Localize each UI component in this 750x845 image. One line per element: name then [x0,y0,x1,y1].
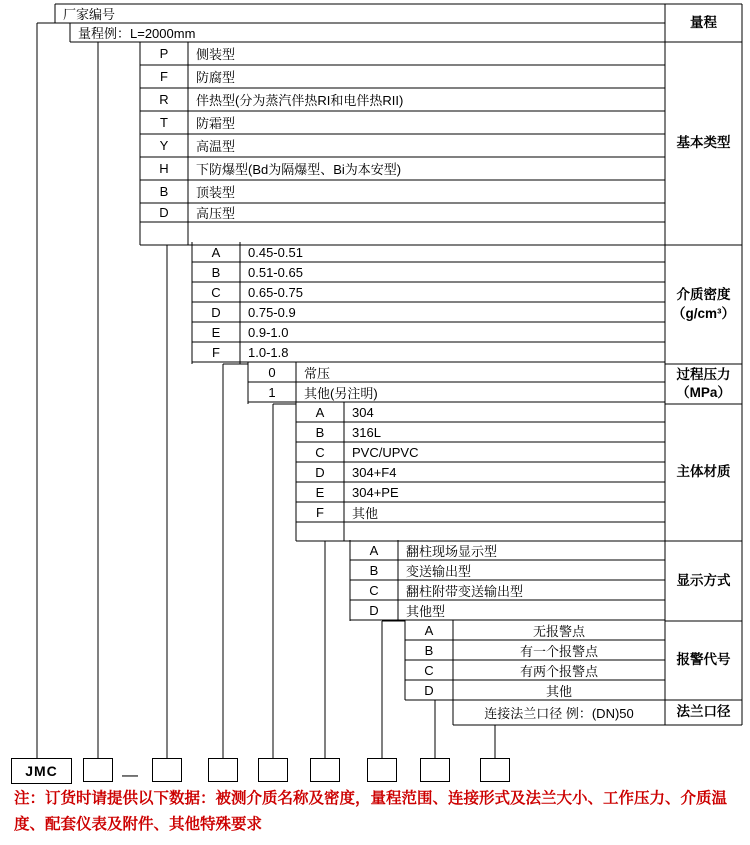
row-range-example: 量程例：L=2000mm [78,26,196,41]
material-desc: PVC/UPVC [352,444,419,460]
display-desc: 翻柱现场显示型 [406,543,498,559]
group-label-medium-density [665,245,742,364]
density-desc: 1.0-1.8 [248,344,289,360]
material-code: E [315,484,325,500]
material-code: A [315,404,325,420]
display-desc: 变送输出型 [406,563,472,579]
alarm-desc: 有两个报警点 [519,663,598,679]
material-desc: 304+F4 [352,464,397,480]
basic-type-code: H [159,161,169,176]
material-code-blank [296,522,344,541]
group-label-medium-density-line1: 介质密度 [676,287,731,303]
alarm-code: B [424,642,434,658]
pressure-desc: 常压 [304,365,331,381]
model-code-slot-flange[interactable] [480,758,510,782]
material-code: B [315,424,325,440]
basic-type-code: D [159,205,169,220]
density-desc: 0.65-0.75 [248,284,303,300]
model-code-slot-display[interactable] [367,758,397,782]
group-label-range: 量程 [690,14,717,30]
material-code: D [315,464,325,480]
order-note: 注：订货时请提供以下数据：被测介质名称及密度，量程范围、连接形式及法兰大小、工作压力、介质温度、配套仪表及附件、其他特殊要求 [14,790,728,833]
group-label-medium-density-line2: （g/cm³） [671,305,735,321]
pressure-desc: 其他(另注明) [304,385,378,401]
basic-type-desc: 防腐型 [196,70,236,85]
basic-type-desc: 防霜型 [196,116,236,131]
material-code: C [315,444,325,460]
basic-type-code-blank [140,222,188,245]
display-code: B [369,562,379,578]
alarm-code: A [424,622,434,638]
display-desc: 其他型 [406,603,446,619]
density-code: B [211,264,221,280]
group-label-process-pressure [665,364,742,404]
alarm-desc: 有一个报警点 [519,643,598,659]
basic-type-code: R [159,92,169,107]
group-label-process-pressure-line2: （MPa） [676,385,731,400]
group-label-process-pressure-line1: 过程压力 [676,366,731,382]
alarm-code: C [424,662,434,678]
model-code-slot-pressure[interactable] [258,758,288,782]
material-desc: 304+PE [352,484,399,500]
alarm-desc: 无报警点 [532,623,585,639]
pressure-code: 0 [268,364,276,380]
group-label-display-mode: 显示方式 [676,572,731,588]
basic-type-desc: 下防爆型(Bd为隔爆型、Bi为本安型) [196,162,402,177]
basic-type-desc: 高温型 [196,139,236,154]
group-label-body-material: 主体材质 [676,464,731,480]
display-code: D [369,602,379,618]
row-manufacturer-number: 厂家编号 [63,7,116,22]
model-code-dash: — [122,767,138,784]
density-code: A [211,244,221,260]
basic-type-code: T [160,115,168,130]
model-code-slot-alarm[interactable] [420,758,450,782]
material-desc: 其他 [352,505,379,521]
basic-type-desc: 侧装型 [196,47,236,62]
model-code-slot-range[interactable] [83,758,113,782]
model-code-prefix: JMC [11,758,72,784]
density-desc: 0.51-0.65 [248,264,303,280]
material-desc: 304 [352,404,374,420]
model-code-slot-density[interactable] [208,758,238,782]
pressure-code: 1 [268,384,276,400]
alarm-code: D [424,682,434,698]
density-code: D [211,304,221,320]
group-label-flange-diameter: 法兰口径 [676,704,731,720]
basic-type-desc: 高压型 [196,206,236,221]
basic-type-desc: 伴热型(分为蒸汽伴热RI和电伴热RII) [196,93,404,108]
display-code: A [369,542,379,558]
display-code: C [369,582,379,598]
material-code: F [316,504,324,520]
density-code: E [211,324,221,340]
density-desc: 0.45-0.51 [248,244,303,260]
basic-type-code: F [160,69,168,84]
material-desc-blank [344,522,665,541]
material-desc: 316L [352,424,381,440]
group-label-alarm-code: 报警代号 [676,652,731,668]
alarm-desc: 其他 [545,683,572,699]
density-code: F [212,344,220,360]
basic-type-desc: 顶装型 [196,185,236,200]
basic-type-code: Y [159,138,169,153]
basic-type-code: B [159,184,169,199]
density-desc: 0.9-1.0 [248,324,289,340]
model-code-slot-material[interactable] [310,758,340,782]
basic-type-code: P [159,46,169,61]
display-desc: 翻柱附带变送输出型 [406,583,524,599]
density-desc: 0.75-0.9 [248,304,296,320]
density-code: C [211,284,221,300]
group-label-basic-type: 基本类型 [676,135,731,151]
flange-desc: 连接法兰口径 例：(DN)50 [484,706,634,721]
model-code-slot-basic-type[interactable] [152,758,182,782]
